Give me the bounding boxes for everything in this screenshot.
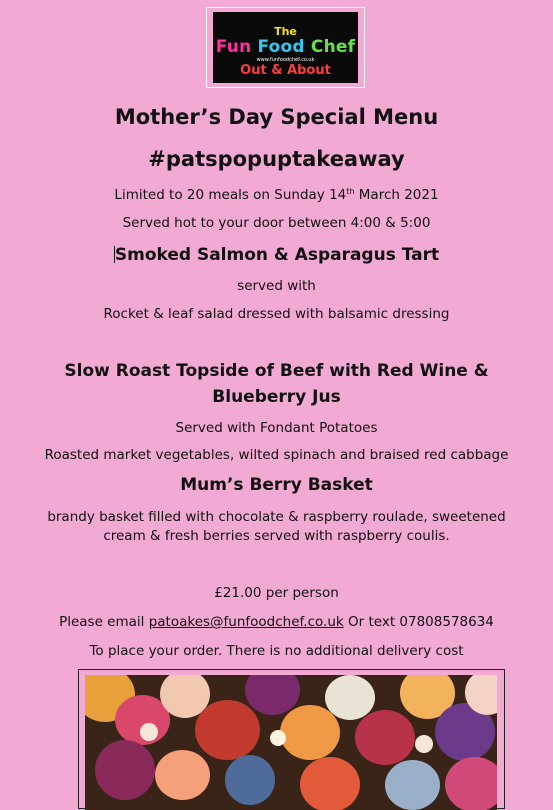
limited-suffix: March 2021 <box>354 187 439 203</box>
starter-served-with: served with <box>237 278 316 294</box>
fun-food-chef-logo <box>213 12 358 83</box>
logo-line-out-about: Out & About <box>240 63 331 78</box>
hashtag: #patspopuptakeaway <box>148 147 405 171</box>
menu-title: Mother’s Day Special Menu <box>114 105 439 129</box>
limited-ordinal: th <box>346 187 355 196</box>
order-note: To place your order. There is no additional delivery cost <box>89 643 464 659</box>
contact-suffix: Or text 07808578634 <box>343 614 494 630</box>
starter-title-text: Smoked Salmon & Asparagus Tart <box>114 245 440 265</box>
contact-line <box>0 614 553 630</box>
contact-email-link[interactable]: patoakes@funfoodchef.co.uk <box>148 614 344 630</box>
main-title-line1: Slow Roast Topside of Beef with Red Wine & <box>64 361 489 381</box>
price: £21.00 per person <box>214 585 339 601</box>
dessert-line2: cream & fresh berries served with raspberry coulis. <box>103 528 450 544</box>
served-time-line: Served hot to your door between 4:00 & 5:00 <box>122 215 431 231</box>
flower-photo-frame <box>78 669 505 809</box>
flower-bouquet-image <box>85 675 497 810</box>
logo-line-the: The <box>274 25 297 38</box>
dessert-title: Mum’s Berry Basket <box>180 475 373 495</box>
logo-word-food: Food <box>257 37 305 57</box>
logo-word-chef: Chef <box>310 37 356 57</box>
logo-word-fun: Fun <box>215 37 252 57</box>
logo-frame <box>206 7 365 88</box>
starter-title[interactable] <box>0 245 553 265</box>
limited-prefix: Limited to 20 meals on Sunday 14 <box>114 187 347 203</box>
contact-prefix: Please email <box>59 614 149 630</box>
starter-side: Rocket & leaf salad dressed with balsamic dressing <box>103 306 450 322</box>
main-title-line2: Blueberry Jus <box>212 387 341 407</box>
logo-line-fun-food-chef <box>213 38 358 56</box>
dessert-line1: brandy basket filled with chocolate & raspberry roulade, sweetened <box>47 509 506 525</box>
main-sides: Roasted market vegetables, wilted spinach and braised red cabbage <box>44 447 509 463</box>
main-served-with: Served with Fondant Potatoes <box>175 420 378 436</box>
logo-url: www.funfoodchef.co.uk <box>256 57 315 63</box>
limited-meals-line <box>0 187 553 203</box>
